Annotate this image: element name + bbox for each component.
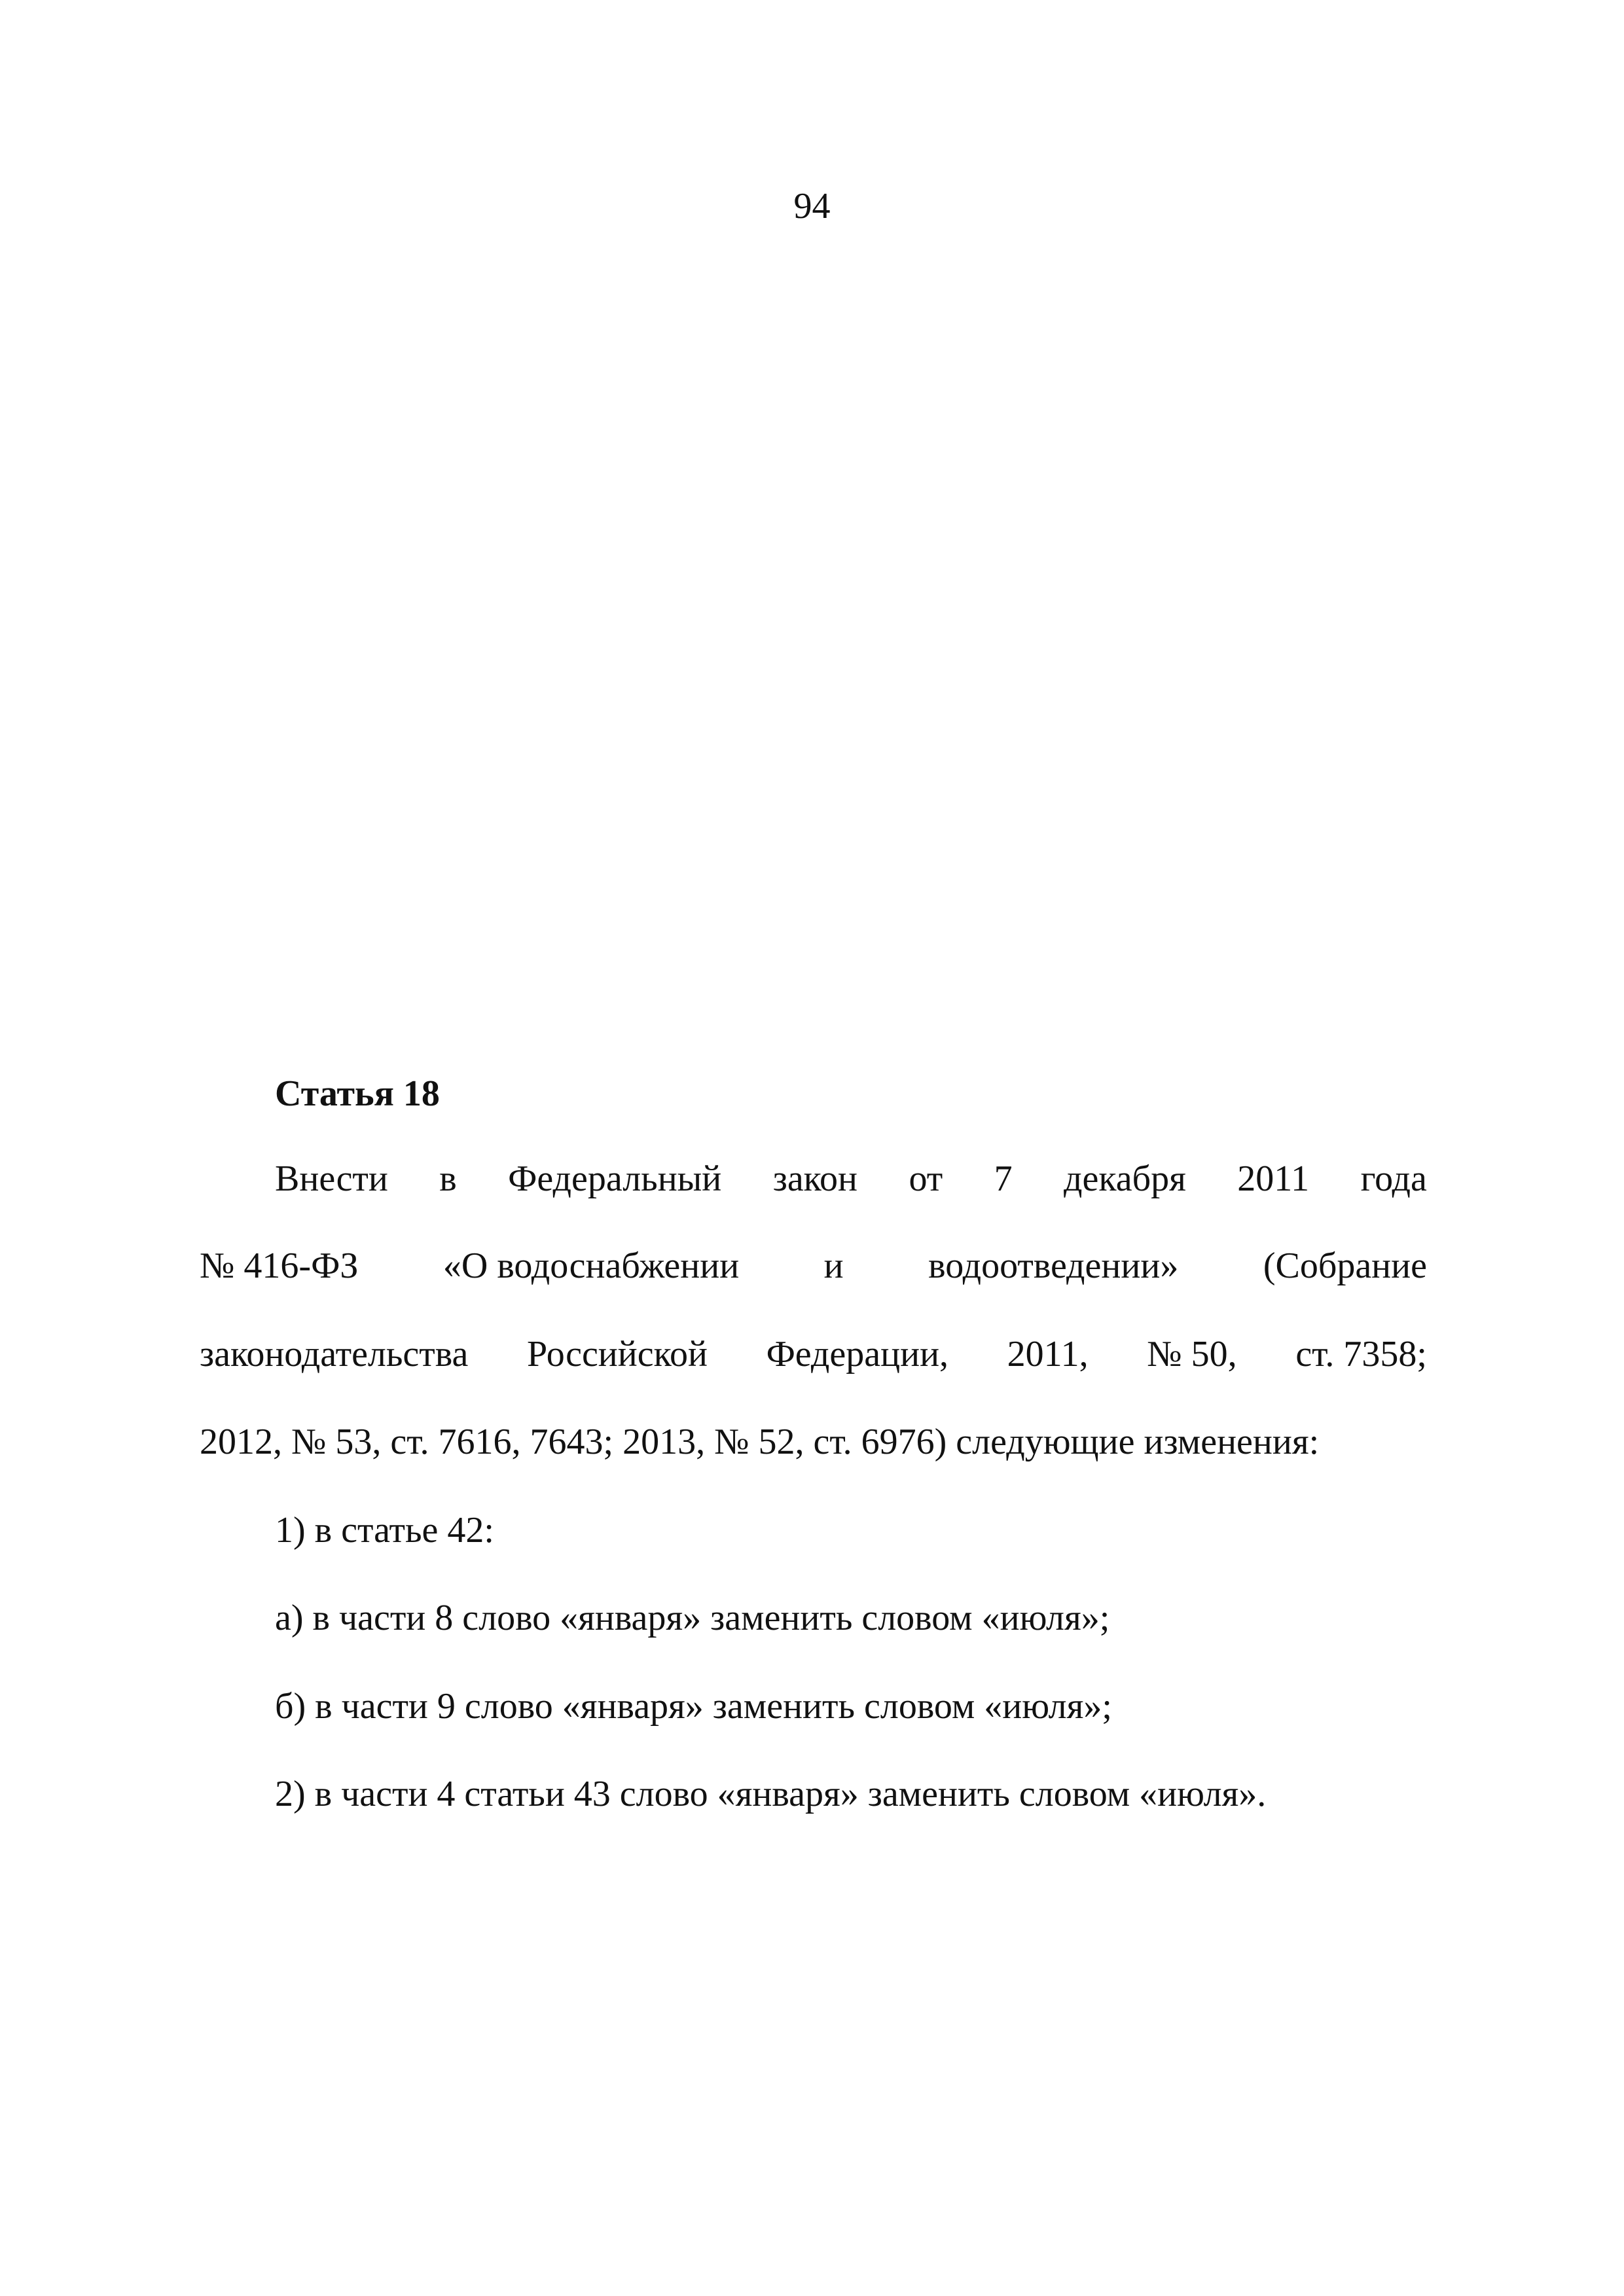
word: Внести <box>275 1158 388 1199</box>
word: 2011 <box>1237 1158 1310 1199</box>
word: и <box>823 1246 844 1286</box>
word: года <box>1360 1158 1427 1199</box>
word: законодательства <box>200 1334 469 1374</box>
list-item-2: 2) в части 4 статьи 43 слово «января» заменить словом «июля». <box>275 1774 1267 1814</box>
word: 7 <box>994 1158 1013 1199</box>
word: водоотведении» <box>928 1246 1179 1286</box>
word: Федерации, <box>766 1334 949 1374</box>
paragraph-line-4: 2012, № 53, ст. 7616, 7643; 2013, № 52, ст. 6976) следующие изменения: <box>200 1422 1320 1462</box>
word: от <box>909 1158 943 1199</box>
word: декабря <box>1064 1158 1186 1199</box>
list-item-1: 1) в статье 42: <box>275 1510 494 1551</box>
word: в <box>439 1158 457 1199</box>
word: «О водоснабжении <box>442 1246 740 1286</box>
word: № 50, <box>1147 1334 1237 1374</box>
paragraph-line-3 <box>200 1331 1427 1377</box>
word: Федеральный <box>508 1158 722 1199</box>
word: закон <box>772 1158 858 1199</box>
article-heading: Статья 18 <box>275 1073 440 1114</box>
page-number: 94 <box>793 186 831 226</box>
paragraph-line-2 <box>200 1243 1427 1289</box>
word: 2011, <box>1007 1334 1089 1374</box>
word: ст. 7358; <box>1295 1334 1427 1374</box>
word: Российской <box>526 1334 708 1374</box>
paragraph-line-1 <box>275 1156 1427 1202</box>
word: (Собрание <box>1263 1246 1427 1286</box>
word: № 416-ФЗ <box>200 1246 359 1286</box>
list-item-1a: а) в части 8 слово «января» заменить словом «июля»; <box>275 1598 1110 1638</box>
list-item-1b: б) в части 9 слово «января» заменить словом «июля»; <box>275 1686 1112 1727</box>
